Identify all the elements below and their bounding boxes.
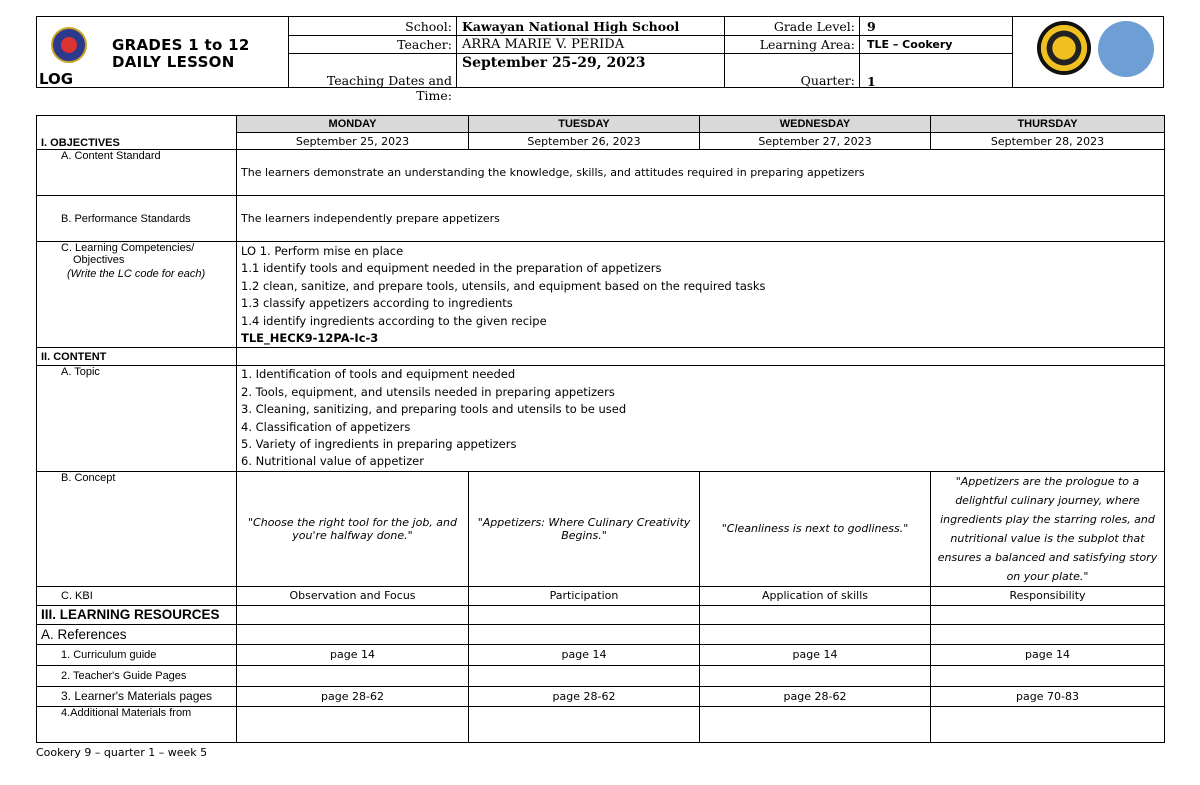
kbi-tuesday: Participation	[469, 586, 700, 605]
curriculum-tuesday: page 14	[469, 644, 700, 665]
day-wednesday: WEDNESDAY	[700, 116, 931, 133]
content-standard-row	[37, 150, 1165, 196]
competency-item: 1.2 clean, sanitize, and prepare tools, utensils, and equipment based on the required tasks	[241, 278, 766, 293]
content-heading-row	[37, 348, 1165, 366]
competency-item: LO 1. Perform mise en place	[241, 244, 404, 258]
topic-item: 2. Tools, equipment, and utensils needed in preparing appetizers	[241, 384, 615, 399]
competency-item: 1.3 classify appetizers according to ingredients	[241, 296, 513, 311]
concept-row	[37, 471, 1165, 586]
topic-item: 1. Identification of tools and equipment needed	[241, 367, 516, 382]
grade-value: 9	[867, 19, 876, 34]
learner-label: 3. Learner's Materials pages	[37, 686, 237, 706]
additional-row	[37, 706, 1165, 742]
area-label: Learning Area:	[759, 37, 855, 52]
gear-seal-icon	[1037, 21, 1091, 75]
concept-thursday: "Appetizers are the prologue to a delightful culinary journey, where ingredients play the starring roles, and nutritional value is the subplot that ensures a balanced and satisfying story on your plate."	[931, 471, 1165, 586]
competencies-label-1: C. Learning Competencies/	[61, 242, 195, 254]
competencies-row	[37, 242, 1165, 348]
competency-item: 1.1 identify tools and equipment needed in the preparation of appetizers	[241, 261, 662, 276]
concept-wednesday: "Cleanliness is next to godliness."	[700, 471, 931, 586]
kbi-label: C. KBI	[37, 586, 237, 605]
teacher-guide-row	[37, 665, 1165, 686]
header-box	[36, 16, 1164, 103]
date-wednesday: September 27, 2023	[700, 133, 931, 150]
day-monday: MONDAY	[237, 116, 469, 133]
kbi-monday: Observation and Focus	[237, 586, 469, 605]
performance-label: B. Performance Standards	[37, 196, 237, 242]
references-row	[37, 624, 1165, 644]
kbi-thursday: Responsibility	[931, 586, 1165, 605]
date-monday: September 25, 2023	[237, 133, 469, 150]
additional-label: 4.Additional Materials from	[37, 706, 237, 742]
day-thursday: THURSDAY	[931, 116, 1165, 133]
learner-row	[37, 686, 1165, 706]
learner-wednesday: page 28-62	[700, 686, 931, 706]
quarter-label: Quarter:	[800, 73, 855, 88]
learner-tuesday: page 28-62	[469, 686, 700, 706]
competencies-note: (Write the LC code for each)	[67, 268, 206, 280]
title-line-2: DAILY LESSON	[112, 53, 235, 71]
lesson-table	[36, 115, 1165, 743]
learner-thursday: page 70-83	[931, 686, 1165, 706]
objectives-heading: I. OBJECTIVES	[37, 116, 237, 150]
competencies-label-2: Objectives	[73, 254, 125, 266]
curriculum-monday: page 14	[237, 644, 469, 665]
topic-item: 4. Classification of appetizers	[241, 419, 411, 434]
lc-code: TLE_HECK9-12PA-Ic-3	[241, 331, 379, 346]
topic-item: 3. Cleaning, sanitizing, and preparing tools and utensils to be used	[241, 402, 627, 417]
learner-monday: page 28-62	[237, 686, 469, 706]
performance-text: The learners independently prepare appetizers	[237, 196, 1165, 242]
concept-monday: "Choose the right tool for the job, and you're halfway done."	[237, 471, 469, 586]
day-tuesday: TUESDAY	[469, 116, 700, 133]
teacher-label: Teacher:	[397, 37, 452, 52]
performance-row	[37, 196, 1165, 242]
area-value: TLE – Cookery	[867, 38, 953, 51]
teacher-value: ARRA MARIE V. PERIDA	[462, 37, 625, 52]
competency-item: 1.4 identify ingredients according to the given recipe	[241, 313, 547, 328]
deped-seal-icon	[51, 27, 87, 63]
competencies-list	[237, 242, 1165, 348]
curriculum-wednesday: page 14	[700, 644, 931, 665]
content-standard-text: The learners demonstrate an understanding the knowledge, skills, and attitudes required in preparing appetizers	[237, 150, 1165, 196]
resources-heading-row	[37, 605, 1165, 624]
topic-item: 5. Variety of ingredients in preparing appetizers	[241, 437, 517, 452]
curriculum-row	[37, 644, 1165, 665]
content-heading: II. CONTENT	[37, 348, 237, 366]
footer-text: Cookery 9 – quarter 1 – week 5	[36, 746, 208, 759]
references-label: A. References	[37, 624, 237, 644]
resources-heading: III. LEARNING RESOURCES	[37, 605, 237, 624]
concept-label: B. Concept	[37, 471, 237, 586]
topic-label: A. Topic	[37, 366, 237, 471]
content-standard-label: A. Content Standard	[37, 150, 237, 196]
topic-row	[37, 366, 1165, 471]
kbi-row	[37, 586, 1165, 605]
topic-list	[237, 366, 1165, 471]
topic-item: 6. Nutritional value of appetizer	[241, 454, 424, 469]
dates-value: September 25-29, 2023	[462, 55, 646, 71]
title-line-1: GRADES 1 to 12	[112, 36, 250, 54]
school-label: School:	[405, 19, 452, 34]
kbi-wednesday: Application of skills	[700, 586, 931, 605]
curriculum-thursday: page 14	[931, 644, 1165, 665]
dates-label: Teaching Dates and Time:	[326, 73, 452, 103]
teacher-guide-label: 2. Teacher's Guide Pages	[37, 665, 237, 686]
school-value: Kawayan National High School	[462, 19, 680, 34]
blue-circle-icon	[1098, 21, 1154, 77]
grade-label: Grade Level:	[773, 19, 855, 34]
date-tuesday: September 26, 2023	[469, 133, 700, 150]
date-thursday: September 28, 2023	[931, 133, 1165, 150]
title-line-3: LOG	[39, 70, 74, 88]
concept-tuesday: "Appetizers: Where Culinary Creativity Begins."	[469, 471, 700, 586]
curriculum-label: 1. Curriculum guide	[37, 644, 237, 665]
quarter-value: 1	[867, 74, 876, 89]
day-header-row	[37, 116, 1165, 133]
